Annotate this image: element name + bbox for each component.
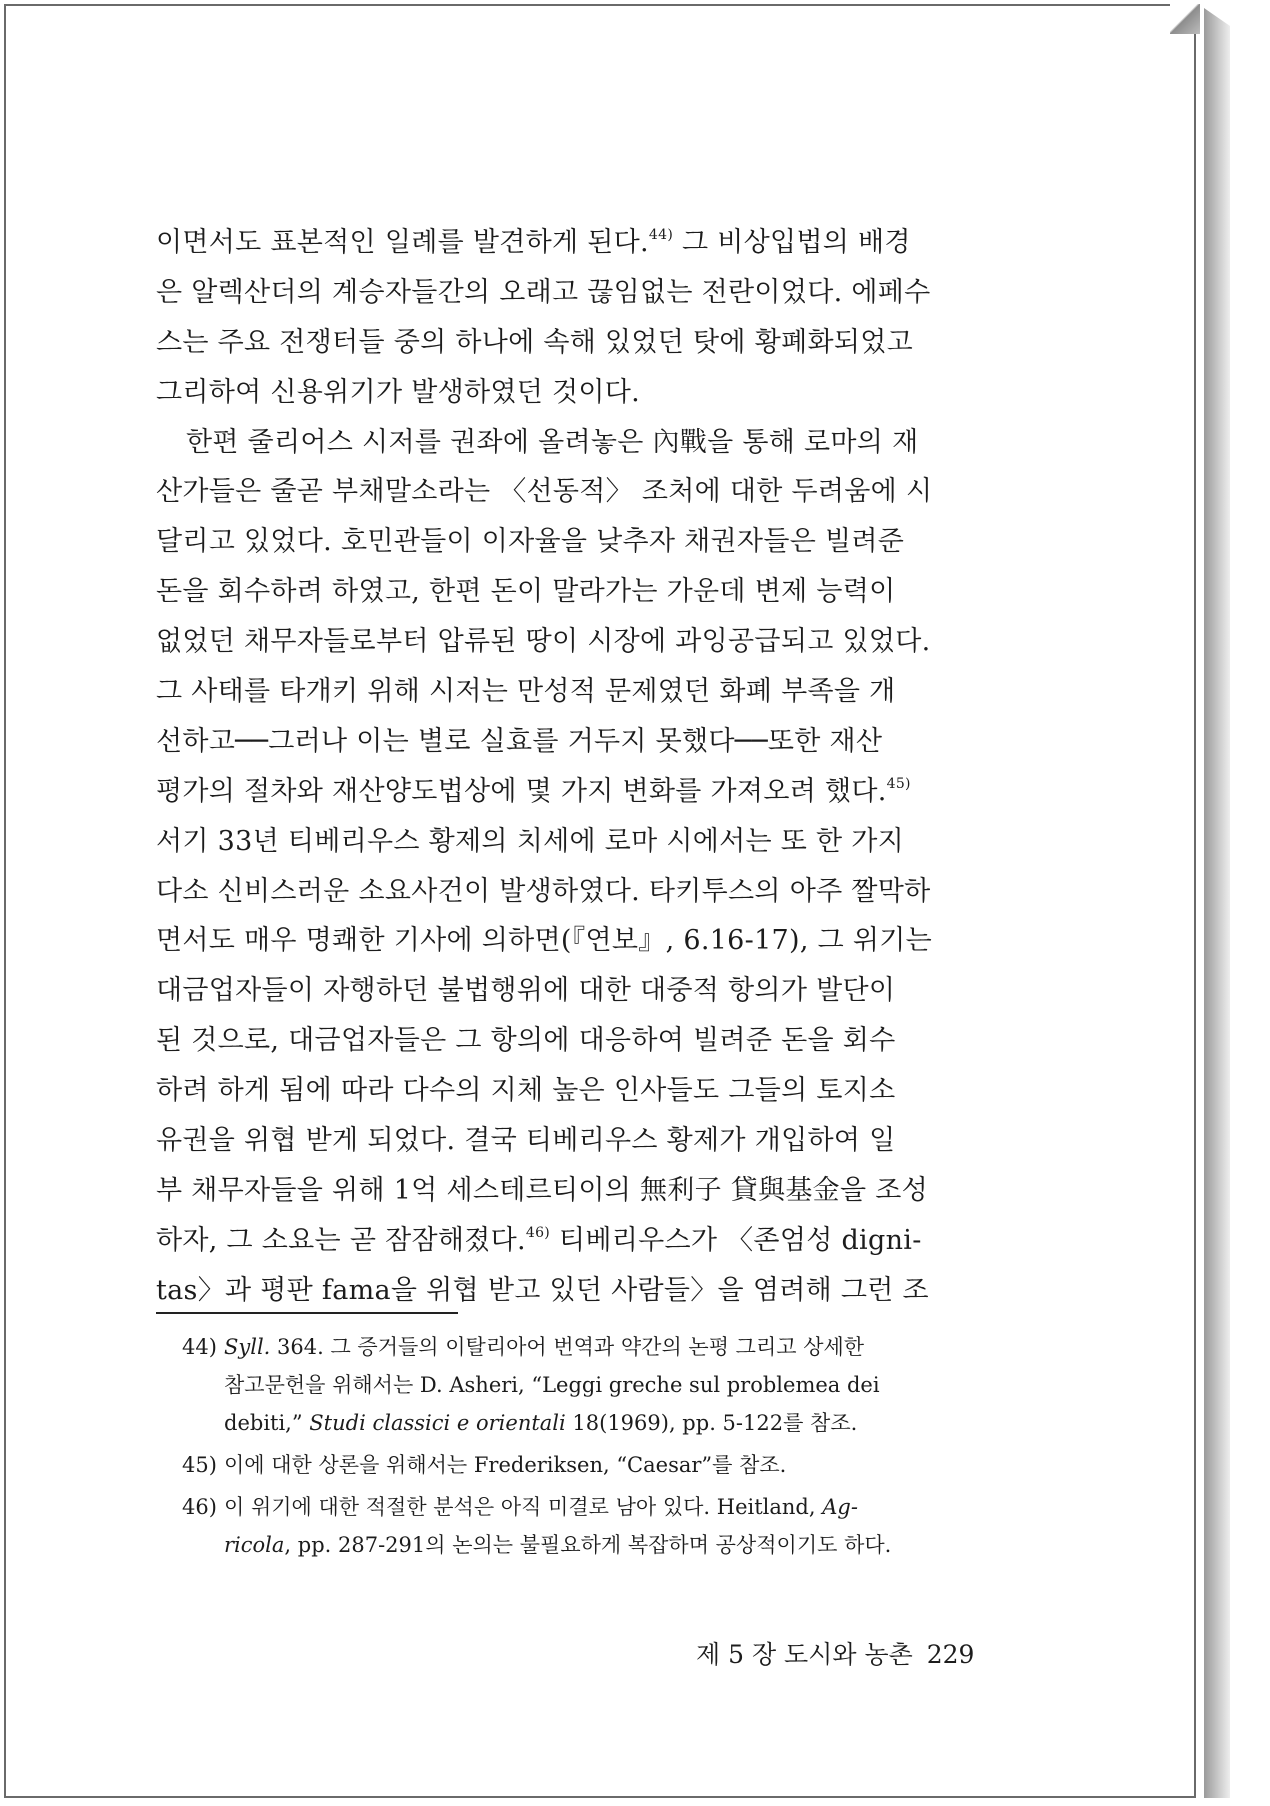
line-text: 이면서도 표본적인 일례를 발견하게 된다. bbox=[156, 227, 649, 258]
footnote-text: debiti,” bbox=[224, 1411, 310, 1435]
footnote-ref[interactable]: 46) bbox=[525, 1224, 551, 1241]
line-text: 돈을 회수하려 하였고, 한편 돈이 말라가는 가운데 변제 능력이 bbox=[156, 576, 896, 608]
line-text-continued: 티베리우스가 〈존엄성 digni- bbox=[550, 1224, 922, 1256]
footnote-separator bbox=[156, 1312, 458, 1314]
footnote-line bbox=[182, 1446, 1012, 1484]
line-text: 하자, 그 소요는 곧 잠잠해졌다. bbox=[156, 1224, 526, 1256]
line-text: 유권을 위협 받게 되었다. 결국 티베리우스 황제가 개입하여 일 bbox=[156, 1125, 896, 1157]
footnote-number: 44) bbox=[182, 1335, 217, 1359]
line-text: 없었던 채무자들로부터 압류된 땅이 시장에 과잉공급되고 있었다. bbox=[156, 626, 931, 658]
line-text: 평가의 절차와 재산양도법상에 몇 가지 변화를 가져오려 했다. bbox=[156, 775, 887, 807]
footnote-line bbox=[182, 1404, 1012, 1442]
line-text: 달리고 있었다. 호민관들이 이자율을 낮추자 채권자들은 빌려준 bbox=[156, 526, 905, 558]
italic-title: ricola bbox=[224, 1533, 285, 1557]
text-line bbox=[156, 1066, 996, 1116]
page-footer bbox=[690, 1635, 974, 1671]
footnote-line bbox=[182, 1328, 1012, 1366]
footnote-line bbox=[182, 1366, 1012, 1404]
line-text: 부 채무자들을 위해 1억 세스테르티이의 無利子 貸與基金을 조성 bbox=[156, 1174, 929, 1206]
line-text: 면서도 매우 명쾌한 기사에 의하면(『연보』, 6.16-17), 그 위기는 bbox=[156, 925, 933, 957]
text-line bbox=[156, 418, 996, 468]
text-line bbox=[156, 966, 996, 1016]
italic-title: Studi classici e orientali bbox=[309, 1411, 566, 1435]
line-text: 대금업자들이 자행하던 불법행위에 대한 대중적 항의가 발단이 bbox=[156, 975, 896, 1007]
footnote-text: 18(1969), pp. 5-122를 참조. bbox=[565, 1411, 858, 1435]
text-line bbox=[156, 1266, 996, 1316]
text-line bbox=[156, 817, 996, 867]
footnote-text: , pp. 287-291의 논의는 불필요하게 복잡하며 공상적이기도 하다. bbox=[284, 1533, 892, 1557]
text-line bbox=[156, 717, 996, 767]
body-text bbox=[156, 218, 996, 1316]
text-line bbox=[156, 1116, 996, 1166]
line-text: 한편 줄리어스 시저를 권좌에 올려놓은 內戰을 통해 로마의 재 bbox=[186, 426, 919, 458]
text-line bbox=[156, 218, 996, 268]
text-line bbox=[156, 1166, 996, 1216]
text-line bbox=[156, 916, 996, 966]
line-text: 그 사태를 타개키 위해 시저는 만성적 문제였던 화폐 부족을 개 bbox=[156, 676, 896, 708]
footnote bbox=[182, 1446, 1012, 1484]
line-text: 산가들은 줄곧 부채말소라는 〈선동적〉 조처에 대한 두려움에 시 bbox=[156, 476, 933, 508]
line-text: 하려 하게 됨에 따라 다수의 지체 높은 인사들도 그들의 토지소 bbox=[156, 1075, 896, 1107]
footnote bbox=[182, 1328, 1012, 1442]
footnote-text: 이에 대한 상론을 위해서는 Frederiksen, “Caesar”를 참조. bbox=[224, 1453, 787, 1477]
text-line bbox=[156, 767, 996, 817]
text-line bbox=[156, 567, 996, 617]
footnote-ref[interactable]: 45) bbox=[886, 775, 911, 792]
text-line bbox=[156, 467, 996, 517]
text-line bbox=[156, 867, 996, 917]
text-line bbox=[156, 268, 996, 318]
footnote-text: 364. 그 증거들의 이탈리아어 번역과 약간의 논평 그리고 상세한 bbox=[270, 1335, 865, 1359]
footnote-number: 45) bbox=[182, 1453, 217, 1477]
footnote-text: 이 위기에 대한 적절한 분석은 아직 미결로 남아 있다. Heitland, bbox=[224, 1495, 823, 1519]
text-line bbox=[156, 318, 996, 368]
text-line bbox=[156, 517, 996, 567]
line-text: 선하고──그러나 이는 별로 실효를 거두지 못했다──또한 재산 bbox=[156, 725, 883, 757]
page-number: 229 bbox=[926, 1640, 975, 1669]
line-text: 그리하여 신용위기가 발생하였던 것이다. bbox=[156, 376, 641, 408]
footnote-text: 참고문헌을 위해서는 D. Asheri, “Leggi greche sul problemea dei bbox=[224, 1373, 880, 1397]
footnote-number: 46) bbox=[182, 1495, 217, 1519]
line-text: tas〉과 평판 fama을 위협 받고 있던 사람들〉을 염려해 그런 조 bbox=[156, 1274, 929, 1306]
footnote bbox=[182, 1488, 1012, 1564]
line-text: 된 것으로, 대금업자들은 그 항의에 대응하여 빌려준 돈을 회수 bbox=[156, 1025, 896, 1057]
line-text: 은 알렉산더의 계승자들간의 오래고 끊임없는 전란이었다. 에페수 bbox=[156, 276, 931, 308]
line-text: 스는 주요 전쟁터들 중의 하나에 속해 있었던 탓에 황폐화되었고 bbox=[156, 326, 913, 358]
line-text: 다소 신비스러운 소요사건이 발생하였다. 타키투스의 아주 짤막하 bbox=[156, 875, 931, 907]
page-edge-shadow bbox=[1204, 8, 1230, 1798]
text-line bbox=[156, 667, 996, 717]
footnotes bbox=[182, 1328, 1012, 1568]
footnote-line bbox=[182, 1526, 1012, 1564]
text-line bbox=[156, 1216, 996, 1266]
text-line bbox=[156, 368, 996, 418]
text-line bbox=[156, 617, 996, 667]
italic-title: Syll. bbox=[224, 1335, 271, 1359]
italic-title: Ag- bbox=[822, 1495, 858, 1519]
footnote-line bbox=[182, 1488, 1012, 1526]
page-corner-fold bbox=[1170, 4, 1200, 34]
text-line bbox=[156, 1016, 996, 1066]
running-footer-chapter: 제 5 장 도시와 농촌 bbox=[696, 1640, 913, 1669]
footnote-ref[interactable]: 44) bbox=[648, 227, 674, 243]
line-text-continued: 그 비상입법의 배경 bbox=[673, 227, 911, 258]
line-text: 서기 33년 티베리우스 황제의 치세에 로마 시에서는 또 한 가지 bbox=[156, 825, 905, 857]
